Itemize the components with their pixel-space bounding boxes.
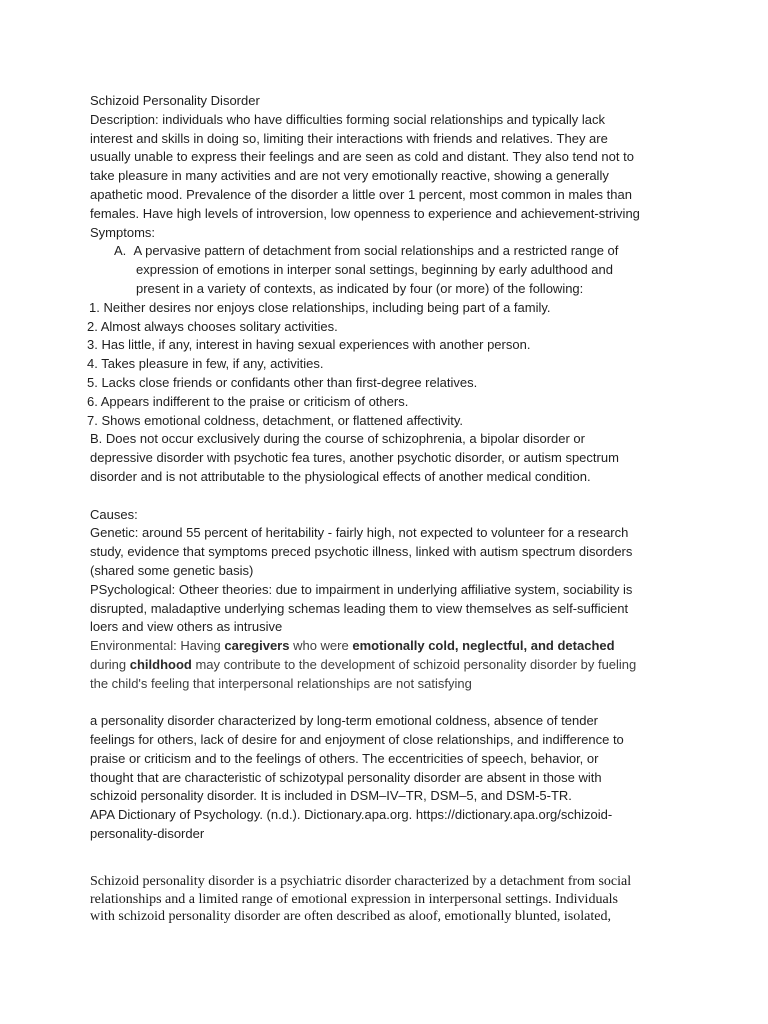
- apa-line: schizoid personality disorder. It is included in DSM–IV–TR, DSM–5, and DSM-5-TR.: [90, 788, 572, 804]
- document-title: Schizoid Personality Disorder: [90, 93, 260, 108]
- apa-line: a personality disorder characterized by long-term emotional coldness, absence of tender: [90, 713, 598, 729]
- list-item: 7. Shows emotional coldness, detachment, or flattened affectivity.: [87, 412, 464, 428]
- criterion-a-line: expression of emotions in interper sonal settings, beginning by early adulthood and: [136, 262, 613, 278]
- serif-line: with schizoid personality disorder are often described as aloof, emotionally blunted, isolated,: [90, 909, 611, 924]
- serif-paragraph: [90, 873, 690, 926]
- description-line: Description: individuals who have difficulties forming social relationships and typically lack: [90, 111, 605, 127]
- environmental-line: the child's feeling that interpersonal relationships are not satisfying: [90, 675, 472, 691]
- criterion-a-marker: A.: [114, 243, 127, 259]
- criterion-b-line: disorder and is not attributable to the physiological effects of another medical condition.: [90, 468, 591, 484]
- apa-line: thought that are characteristic of schizotypal personality disorder are absent in those with: [90, 769, 602, 785]
- description-line: usually unable to express their feelings and are seen as cold and distant. They also tend not to: [90, 149, 634, 165]
- apa-definition-paragraph: [90, 712, 680, 844]
- description-line: interest and skills in doing so, limiting their interactions with friends and relatives. They are: [90, 130, 608, 146]
- genetic-line: Genetic: around 55 percent of heritability - fairly high, not expected to volunteer for a research: [90, 525, 629, 541]
- blank-line: [90, 694, 680, 713]
- emphasis-childhood: childhood: [129, 656, 192, 672]
- description-paragraph: [90, 111, 680, 224]
- document-body: [87, 92, 680, 844]
- psychological-line: PSychological: Otheer theories: due to impairment in underlying affiliative system, sociability is: [90, 581, 633, 597]
- list-item: 2. Almost always chooses solitary activities.: [87, 318, 338, 334]
- criterion-a-line: present in a variety of contexts, as indicated by four (or more) of the following:: [136, 280, 584, 296]
- psychological-line: loers and view others as intrusive: [90, 619, 283, 635]
- list-item: 5. Lacks close friends or confidants other than first-degree relatives.: [87, 374, 478, 390]
- blank-line: [90, 487, 680, 506]
- environmental-text: may contribute to the development of schizoid personality disorder by fueling: [191, 656, 637, 672]
- apa-citation-line: personality-disorder: [90, 826, 205, 842]
- serif-line: Schizoid personality disorder is a psychiatric disorder characterized by a detachment from social: [90, 874, 632, 889]
- serif-line: relationships and a limited range of emotional expression in interpersonal settings. Individuals: [90, 891, 618, 907]
- apa-line: praise or criticism and to the feelings of others. The eccentricities of speech, behavior, or: [90, 750, 599, 766]
- environmental-line: [90, 637, 680, 656]
- list-item: 3. Has little, if any, interest in having sexual experiences with another person.: [87, 337, 531, 353]
- genetic-line: (shared some genetic basis): [90, 562, 254, 578]
- criterion-b-line: depressive disorder with psychotic fea tures, another psychotic disorder, or autism spectrum: [90, 450, 619, 466]
- psychological-paragraph: [90, 581, 680, 637]
- apa-citation-line: APA Dictionary of Psychology. (n.d.). Dictionary.apa.org. https://dictionary.apa.org/schizoid-: [90, 807, 613, 823]
- environmental-line: [90, 656, 680, 675]
- description-line: apathetic mood. Prevalence of the disorder a little over 1 percent, most common in males than: [90, 186, 632, 202]
- symptom-list: [87, 299, 680, 431]
- causes-heading: Causes:: [90, 506, 138, 522]
- environmental-paragraph: [90, 637, 680, 693]
- apa-line: feelings for others, lack of desire for and enjoyment of close relationships, and indifference to: [90, 732, 624, 748]
- psychological-line: disrupted, maladaptive underlying schemas leading them to view themselves as self-sufficient: [90, 600, 629, 616]
- criterion-a: [90, 242, 680, 298]
- environmental-text: who were: [289, 638, 353, 654]
- emphasis-emotionally-cold: emotionally cold, neglectful, and detached: [352, 638, 615, 654]
- environmental-text: Environmental: Having: [90, 638, 225, 654]
- criterion-b-line: B. Does not occur exclusively during the course of schizophrenia, a bipolar disorder or: [90, 431, 585, 447]
- emphasis-caregivers: caregivers: [224, 638, 290, 654]
- criterion-b: [90, 430, 680, 486]
- list-item: 4. Takes pleasure in few, if any, activities.: [87, 356, 324, 372]
- list-item: 6. Appears indifferent to the praise or criticism of others.: [87, 393, 409, 409]
- criterion-a-line: [90, 242, 680, 261]
- description-line: take pleasure in many activities and are not very emotionally reactive, showing a generally: [90, 168, 609, 184]
- genetic-paragraph: [90, 524, 680, 580]
- environmental-text: during: [90, 656, 130, 672]
- genetic-line: study, evidence that symptoms preced psychotic illness, linked with autism spectrum disorders: [90, 544, 633, 560]
- criterion-a-text: A pervasive pattern of detachment from social relationships and a restricted range of: [133, 243, 619, 259]
- symptoms-heading: Symptoms:: [90, 224, 156, 240]
- description-line: females. Have high levels of introversion, low openness to experience and achievement-striving: [90, 205, 640, 221]
- list-item: 1. Neither desires nor enjoys close relationships, including being part of a family.: [89, 299, 551, 315]
